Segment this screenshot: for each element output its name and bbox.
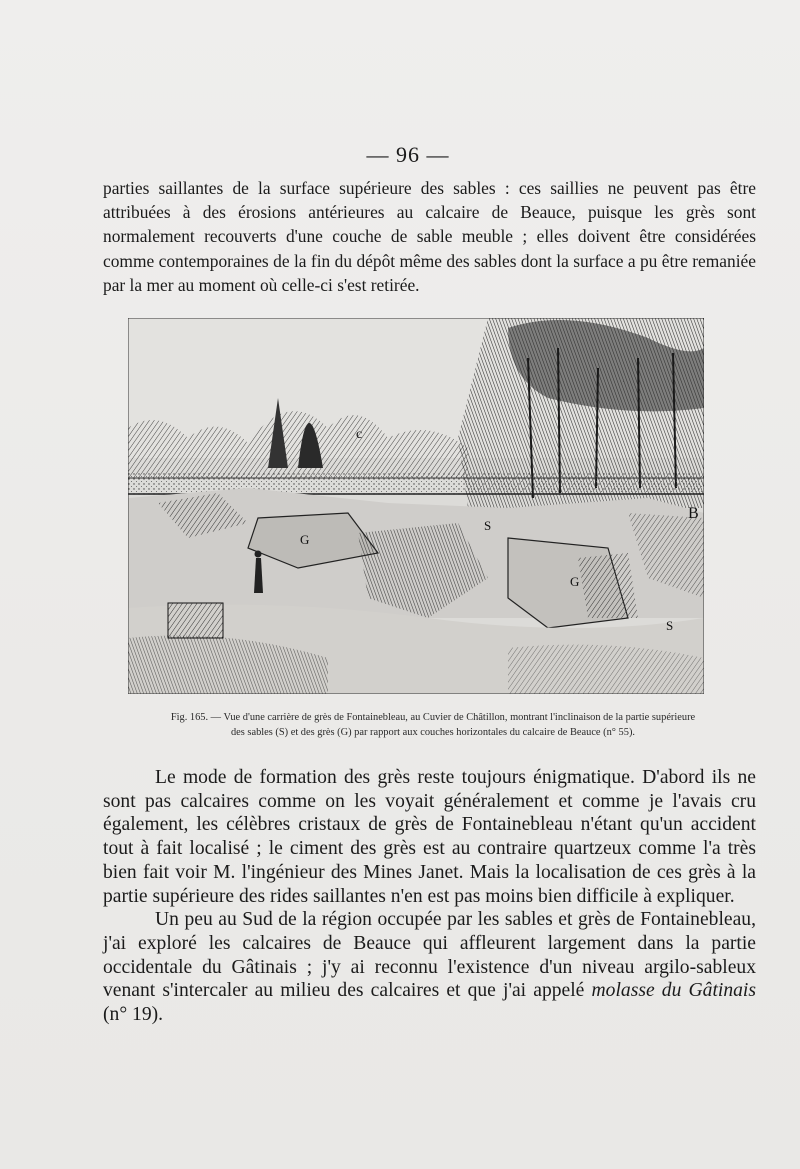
- label-c: c: [356, 427, 363, 442]
- label-s-center: S: [484, 518, 492, 533]
- intro-paragraph: parties saillantes de la surface supérieure des sables : ces saillies ne peuvent pas être attribuées à des érosions antérieures au calcaire de Beauce, puisque les grès sont normalement recouverts d'une couche de sable meuble ; elles doivent être considérées comme contemporaines de la fin du dépôt même des sables dont la surface a pu être remaniée par la mer au moment où celle-ci s'est retirée.: [103, 178, 756, 295]
- body-text: [103, 766, 756, 1027]
- page-number: — 96 —: [366, 142, 450, 167]
- paragraph-3-end: (n° 19).: [103, 1004, 164, 1026]
- quarry-engraving: [128, 318, 704, 694]
- paragraph-3: [103, 908, 756, 1027]
- label-g-right: G: [570, 574, 580, 589]
- label-s-right: S: [666, 618, 674, 633]
- paragraph-3-italic: molasse du Gâtinais: [591, 980, 756, 1002]
- label-g-left: G: [300, 532, 310, 547]
- caption-line-1: Fig. 165. — Vue d'une carrière de grès de Fontainebleau, au Cuvier de Châtillon, montrant l'inclinaison de la partie supérieure: [170, 712, 696, 723]
- paragraph-3-start: Un peu au Sud de la région occupée par les sables et grès de Fontainebleau, j'ai exploré les calcaires de Beauce qui affleurent largement dans la partie occidentale du Gâtinais ; j'y ai reconnu l'existence d'un niveau argilo-sableux venant s'intercaler au milieu des calcaires et que j'ai appelé: [103, 909, 756, 1002]
- paragraph-2: Le mode de formation des grès reste toujours énigmatique. D'abord ils ne sont pas calcaires comme on les voyait généralement et comme je l'avais cru également, les célèbres cristaux de grès de Fontainebleau n'étant qu'un accident tout à fait localisé ; le ciment des grès est au contraire quartzeux comme l'a très bien fait voir M. l'ingénieur des Mines Janet. Mais la localisation de ces grès à la partie supérieure des rides saillantes n'en est pas moins bien difficile à expliquer.: [103, 767, 756, 907]
- figure-caption: [108, 710, 758, 740]
- quarry-illustration: [128, 318, 704, 694]
- caption-line-2: des sables (S) et des grès (G) par rapport aux couches horizontales du calcaire de Beauce (n° 55).: [230, 727, 636, 738]
- label-b: B: [688, 505, 699, 522]
